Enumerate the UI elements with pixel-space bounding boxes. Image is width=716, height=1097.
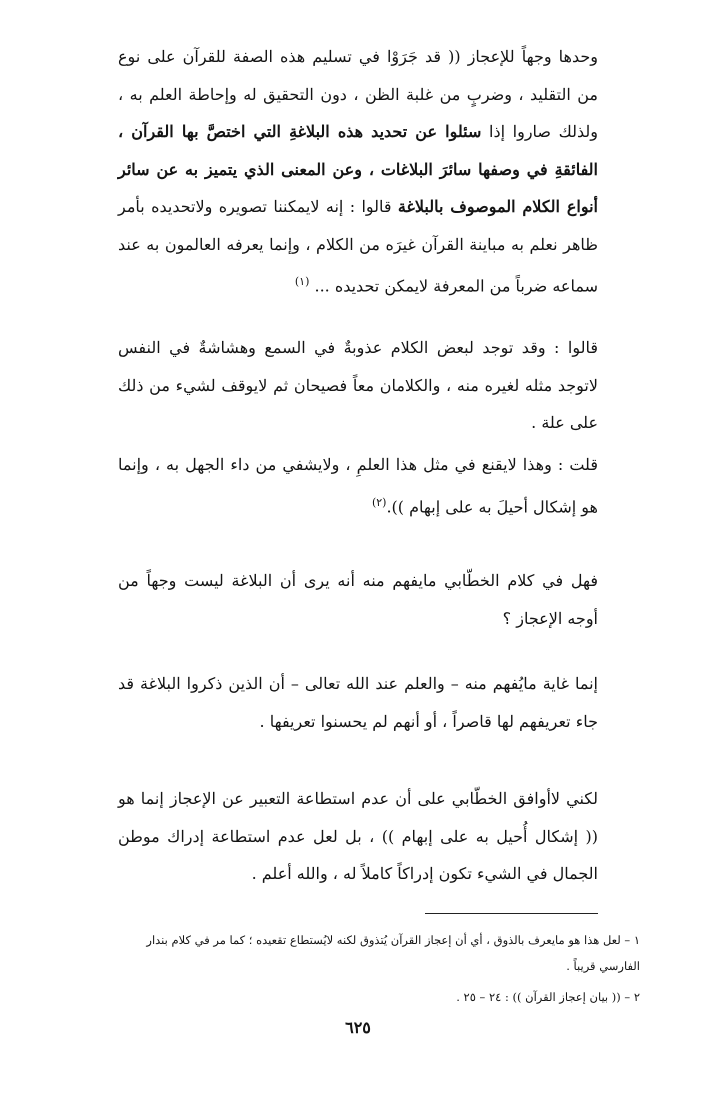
paragraph-3 bbox=[118, 446, 598, 525]
paragraph-3-text: قلت : وهذا لايقنع في مثل هذا العلمِ ، ولايشفي من داء الجهل به ، وإنما هو إشكال أحيلَ به على إبهام )). bbox=[118, 455, 598, 516]
footnote-ref-2: (٢) bbox=[371, 495, 387, 509]
paragraph-1-text-end: قالوا : إنه لايمكننا تصويره ولاتحديده بأمر ظاهر نعلم به مباينة القرآن غيرَه من الكلام ، وإنما يعرفه العالمون به عند سماعه ضرباً من المعرفة لايمكن تحديده ... bbox=[118, 197, 598, 296]
paragraph-5: إنما غاية مايُفهم منه – والعلم عند الله تعالى – أن الذين ذكروا البلاغة قد جاء تعريفهم لها قاصراً ، أو أنهم لم يحسنوا تعريفها . bbox=[118, 674, 598, 731]
footnote-ref-1: (١) bbox=[294, 275, 310, 288]
paragraph-1-text: وحدها وجهاً للإعجاز (( قد جَرَوْا في تسليم هذه الصفة للقرآن على نوع من التقليد ، وضربٍ من غلبة الظن ، دون التحقيق له وإحاطة العلم به ، ولذلك صاروا إذا bbox=[118, 47, 599, 141]
page-number: ٦٢٥ bbox=[345, 1018, 371, 1037]
paragraph-6: لكني لاأوافق الخطّابي على أن عدم استطاعة التعبير عن الإعجاز إنما هو (( إشكال أُحيل به على إبهام )) ، بل لعل عدم استطاعة إدراك موطن الجمال في الشيء تكون إدراكاً كاملاً له ، والله أعلم . bbox=[118, 789, 598, 883]
footnote-2: ٢ – (( بيان إعجاز القرآن )) : ٢٤ – ٢٥ . bbox=[456, 990, 640, 1004]
paragraph-1 bbox=[118, 38, 598, 305]
paragraph-2: قالوا : وقد توجد لبعض الكلام عذوبةٌ في السمع وهشاشةٌ في النفس لاتوجد مثله لغيره منه ، والكلامان معاً فصيحان ثم لايوقف لشيء من ذلك على علة . bbox=[118, 338, 599, 432]
footnote-1: ١ – لعل هذا هو مايعرف بالذوق ، أي أن إعجاز القرآن يُتذوق لكنه لايُستطاع تقعيده ؛ كما مر في كلام بندار الفارسي قريباً . bbox=[146, 933, 640, 973]
paragraph-4: فهل في كلام الخطّابي مايفهم منه أنه يرى أن البلاغة ليست وجهاً من أوجه الإعجاز ؟ bbox=[118, 571, 598, 628]
footnote-divider bbox=[425, 913, 598, 914]
paragraph-1-bold-text: سئلوا عن تحديد هذه البلاغةِ التي اختصَّ بها القرآن ، الفائقةِ في وصفها سائرَ البلاغات ، وعن المعنى الذي يتميز به عن سائر أنواع الكلام الموصوف بالبلاغة bbox=[118, 122, 598, 216]
